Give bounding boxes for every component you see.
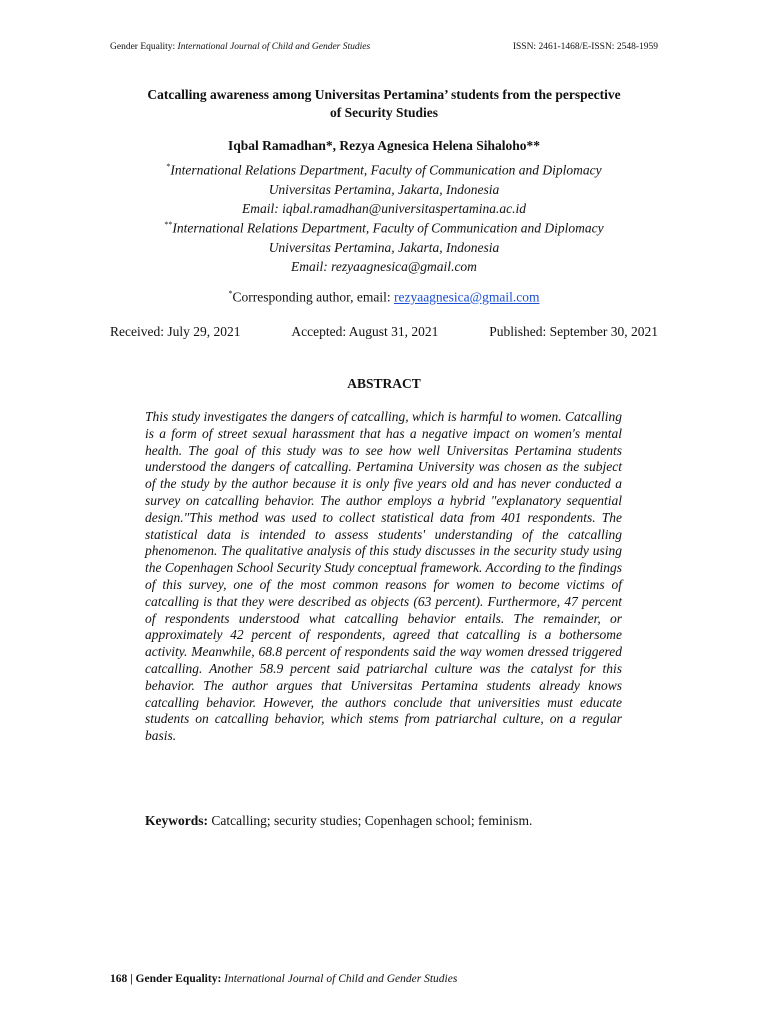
page-footer [110, 973, 658, 985]
footer-journal-subtitle: International Journal of Child and Gender Studies [224, 973, 458, 985]
keywords-label: Keywords: [145, 813, 208, 828]
corresponding-label: Corresponding author, email: [232, 289, 394, 305]
keywords [145, 813, 668, 829]
date-received: Received: July 29, 2021 [110, 324, 241, 339]
keywords-text: Catcalling; security studies; Copenhagen school; feminism. [208, 813, 533, 828]
running-header [110, 42, 658, 52]
header-journal-subtitle: International Journal of Child and Gender Studies [177, 42, 371, 52]
affiliation-2-marker: ** [164, 220, 173, 229]
header-issn: ISSN: 2461-1468/E-ISSN: 2548-1959 [512, 42, 658, 52]
page-number: 168 [110, 973, 128, 985]
abstract-heading: ABSTRACT [347, 376, 421, 391]
affiliation-2-email: Email: rezyaagnesica@gmail.com [291, 259, 477, 275]
affiliation-1-univ: Universitas Pertamina, Jakarta, Indonesia [268, 181, 500, 197]
footer-separator: | [127, 973, 136, 985]
header-journal-name: Gender Equality: [110, 42, 178, 52]
date-published: Published: September 30, 2021 [489, 324, 658, 339]
affiliation-2 [80, 215, 688, 277]
title-line-1: Catcalling awareness among Universitas Pertamina’ students from the perspective [147, 87, 621, 102]
corresponding-email-link[interactable]: rezyaagnesica@gmail.com [393, 289, 540, 305]
authors: Iqbal Ramadhan*, Rezya Agnesica Helena Sihaloho** [227, 138, 541, 153]
affiliation-2-dept: International Relations Department, Faculty of Communication and Diplomacy [172, 220, 604, 236]
paper-title [100, 86, 668, 122]
footer-journal: Gender Equality: [135, 973, 225, 985]
affiliation-1-marker: * [166, 162, 171, 171]
header-journal [110, 42, 370, 52]
affiliation-1-dept: International Relations Department, Faculty of Communication and Diplomacy [170, 162, 602, 178]
corresponding-marker: * [228, 289, 233, 298]
date-accepted: Accepted: August 31, 2021 [291, 324, 439, 339]
affiliation-2-univ: Universitas Pertamina, Jakarta, Indonesia [268, 239, 500, 255]
corresponding-author [80, 289, 688, 306]
abstract-body: This study investigates the dangers of catcalling, which is harmful to women. Catcalling is a form of street sexual harassment that has a negative impact on women's mental health. The goal of this study was to see how well Universitas Pertamina students understood the dangers of catcalling. Pertamina University was chosen as the subject of the study by the author because it is only five years old and has never conducted a survey on catcalling behavior. The author employs a hybrid "explanatory sequential design."This method was used to collect statistical data from 401 respondents. The statistical data is intended to assess students' understanding of the catcalling phenomenon. The qualitative analysis of this study discusses in the security study using the Copenhagen School Security Study conceptual framework. According to the findings of this survey, one of the most common reasons for women to become victims of catcalling is that they were described as objects (63 percent). Furthermore, 47 percent of respondents understood what catcalling behavior entails. The remainder, or approximately 42 percent of respondents, agreed that catcalling is a bothersome activity. Meanwhile, 68.8 percent of respondents said the way women dressed triggered catcalling. Another 58.9 percent said patriarchal culture was the catalyst for this behavior. The author argues that Universitas Pertamina students already knows catcalling behavior. However, the authors conclude that universities must educate students on catcalling behavior, which stems from patriarchal culture, on a regular basis. [145, 409, 622, 744]
affiliation-1 [80, 157, 688, 219]
publication-dates [110, 324, 658, 340]
affiliation-1-email: Email: iqbal.ramadhan@universitaspertamina.ac.id [242, 201, 526, 217]
title-line-2: of Security Studies [330, 105, 438, 120]
